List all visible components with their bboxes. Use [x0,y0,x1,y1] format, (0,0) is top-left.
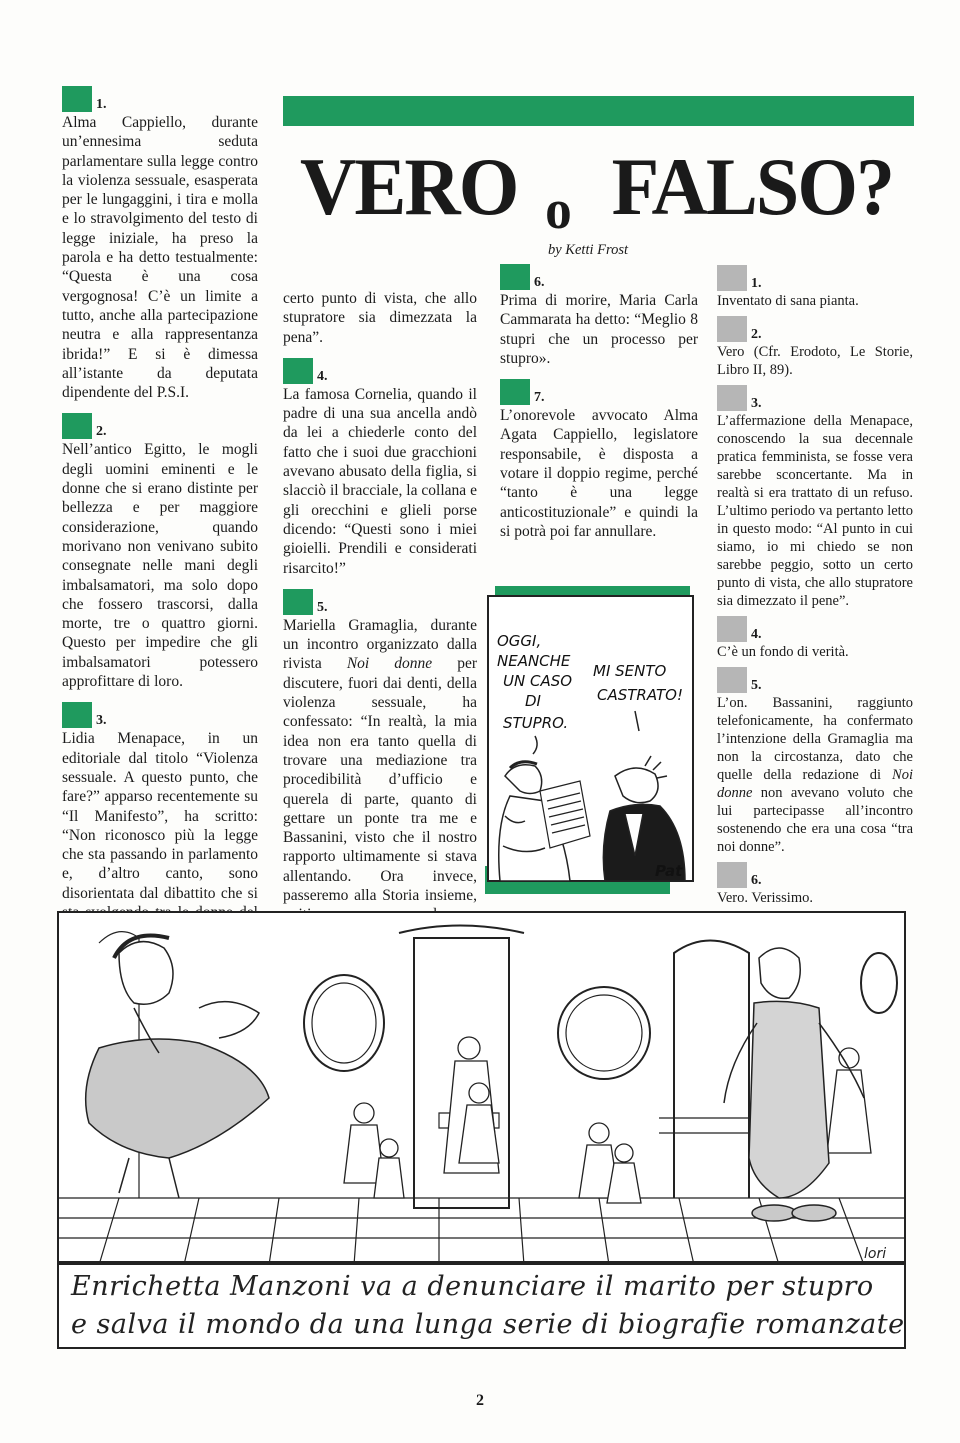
page-number: 2 [476,1392,484,1409]
answer-number: 6. [751,873,762,888]
answer-item-6 [717,862,913,907]
question-number: 2. [96,424,107,440]
comic-right-balloon-line-2: CASTRATO! [597,686,683,704]
comic-left-balloon-line-5: STUPRO. [503,714,569,732]
answer-number: 4. [751,627,762,642]
question-item-2 [62,413,258,691]
green-square-marker [62,702,92,728]
caption-line-1: Enrichetta Manzoni va a denunciare il marito per stupro [71,1271,874,1302]
grey-square-marker [717,265,747,291]
byline: by Ketti Frost [548,242,629,258]
answer-text: Vero (Cfr. Erodoto, Le Storie, Libro II, 89). [717,344,913,378]
question-text: Alma Cappiello, durante un’ennesima seduta parlamentare sulla legge contro la violenza sessuale, esasperata per le lungaggini, i tira e molla e lo stravolgimento del testo di legge iniziale, ha preso la parola e ha detto testualmente: “Questa è una cosa vergognosa! C’è un limite a tutto, anche alla partecipazione neutra e alla rappresentanza ibrida!” E si è dimessa all’istante da deputata dipendente del P.S.I. [62,114,258,402]
comic-left-balloon-line-3: UN CASO [503,672,573,690]
caption-line-2: e salva il mondo da una lunga serie di biografie romanzate [71,1309,905,1340]
grey-square-marker [717,667,747,693]
green-square-marker [500,264,530,290]
answer-text: Inventato di sana pianta. [717,293,859,309]
questions-column-2 [283,289,477,955]
answer-text: Vero. Verissimo. [717,890,813,906]
question-number: 5. [317,599,328,615]
questions-column-1 [62,86,258,991]
comic-left-balloon-line-1: OGGI, [497,632,542,650]
question-number: 7. [534,390,545,406]
comic-right-balloon-line-1: MI SENTO [593,662,667,680]
question-text: Lidia Menapace, in un editoriale dal titolo “Violenza sessuale. A questo punto, che fare?” apparso recentemente su “Il Manifesto”, ha scritto: “Non riconosco più la legge che sta passando in parlamento e, d’altro canto, sono disorientata dal dibattito che si [62,730,258,902]
grey-square-marker [717,862,747,888]
question-text: La famosa Cornelia, quando il padre di una sua ancella andò da lei a chiederle conto del fatto che i suoi due gracchioni avevano abusato della figlia, si slacciò il bracciale, la collana e gli orecchini e glieli porse dicendo: “Questi sono i miei gioielli. Prendili e considerati risarcito!” [283,385,477,577]
question-3-continuation: certo punto di vista, che allo stupratore sia dimezzata la pena”. [283,290,477,346]
question-text: Mariella Gramaglia, durante un incontro organizzato dalla rivista Noi donne per discutere, fuori dai denti, della violenza sessuale, ha confessato: “In realtà, la mia idea non era tanto quella di trovare una mediazione tra procedibilità d’ufficio e querela di parte, quanto di gettare un ponte tra me e Bassanini, visto che il nostro rapporto ultimamente si stava allentando. Ora invece, passeremo alla Storia insieme, [283,616,478,905]
answer-text: L’on. Bassanini, raggiunto telefonicamente, ha confermato l’intenzione della Gramaglia ma non la circostanza, dato che quelle della redazione di Noi donne non avevano voluto che lui partecipasse all’incontro sostenendo che era una cosa “tra noi donne”. [717,695,913,855]
comic-illustration [485,586,707,894]
title-word-o: o [545,179,570,241]
green-square-marker [283,589,313,615]
grey-square-marker [717,385,747,411]
title-word-vero: VERO [300,141,518,232]
green-title-banner [283,96,914,126]
question-item-5 [283,589,477,944]
green-square-marker [283,358,313,384]
green-square-marker [62,86,92,112]
woman-in-dress [86,936,269,1199]
question-item-4 [283,358,477,578]
question-number: 4. [317,368,328,384]
answer-item-1 [717,265,913,310]
comic-left-balloon-line-4: DI [525,692,541,710]
grey-square-marker [717,616,747,642]
question-number: 3. [96,713,107,729]
answer-item-4 [717,616,913,661]
cartoon-signature: lori [864,1246,887,1262]
comic-signature: Pat [655,862,683,880]
question-text: L’onorevole avvocato Alma Agata Cappiello, legislatore responsabile, è disposta a votare il doppio regime, perché “tanto è una legge anticostituzionale” e quindi la si potrà poi far annullare. [500,407,698,540]
answer-number: 5. [751,678,762,693]
bottom-cartoon [57,911,906,1263]
title-word-falso: FALSO? [611,141,894,232]
answer-number: 1. [751,276,762,291]
answer-item-3 [717,385,913,610]
grey-square-marker [717,316,747,342]
answer-number: 2. [751,327,762,342]
bottom-cartoon-drawing [59,913,906,1263]
comic-left-balloon-line-2: NEANCHE [497,652,571,670]
cartoon-caption-box [57,1263,906,1349]
question-text: Nell’antico Egitto, le mogli degli uomini eminenti e le donne che si erano distinte per bellezza e per maggiore considerazione, quando morivano non venivano subito consegnate nelle mani degli imbalsamatori, ma solo dopo che fossero trascorsi, dalla morte, tre o quattro giorni. Questo per impedire che gli imbalsamatori potessero approfittare di loro. [62,441,258,691]
page-title [300,140,894,250]
question-text: Prima di morire, Maria Carla Cammarata ha detto: “Meglio 8 stupri che un processo per stupro». [500,292,698,367]
answer-item-5 [717,667,913,856]
question-number: 6. [534,275,545,290]
question-number: 1. [96,97,107,112]
answer-item-2 [717,316,913,379]
question-item-6 [500,264,698,368]
green-square-marker [62,413,92,439]
answer-text: L’affermazione della Menapace, conoscendo la sua decennale pratica femminista, se fosse vera sarebbe sconcertante. Ma in realtà si era trattato di un refuso. L’ultimo periodo va pertanto letto in questo modo: “Al punto in cui siamo, io mi chiedo se non sarebbe peggio, sotto un certo punto di vista, che allo stupratore sia dimezzato il pene”. [717,413,913,609]
answers-column [717,265,913,969]
green-square-marker [500,379,530,405]
question-item-1 [62,86,258,402]
answer-text: C’è un fondo di verità. [717,644,849,660]
answer-number: 3. [751,396,762,411]
question-item-7 [500,379,698,541]
questions-column-3 [500,264,698,552]
